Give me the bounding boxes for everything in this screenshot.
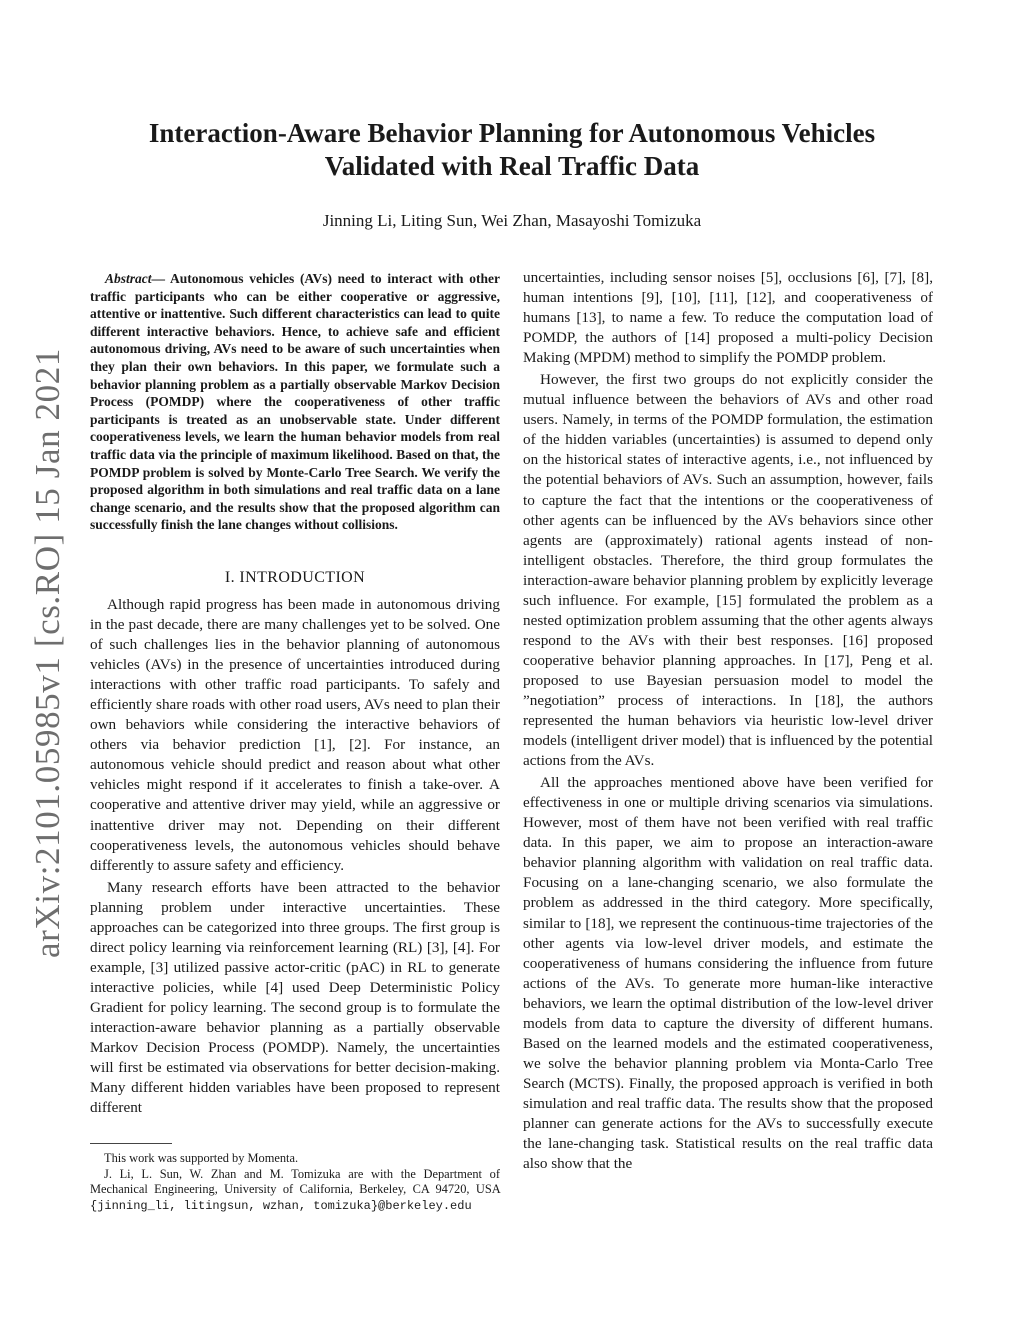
arxiv-identifier: arXiv:2101.05985v1 [cs.RO] 15 Jan 2021 [28, 348, 67, 958]
footnote-affiliation [90, 1167, 500, 1215]
title-line-2: Validated with Real Traffic Data [324, 151, 700, 181]
title-line-1: Interaction-Aware Behavior Planning for Autonomous Vehicles [148, 118, 876, 148]
right-paragraph-3: All the approaches mentioned above have been verified for effectiveness in one or multiple driving scenarios via simulations. However, most of them have not been verified with real traffic data. In this paper, we aim to propose an interaction-aware behavior planning algorithm with validation on real traffic data. Focusing on a lane-changing scenario, we also formulate the problem as addressed in the third category. More specifically, similar to [18], we represent the continuous-time trajectories of the other agents via low-level driver models, and estimate the cooperativeness of humans considering the influence from future actions of the AVs. To generate more human-like interactive behaviors, we learn the optimal distribution of the low-level driver models from data to capture the diversity of different humans. Based on the learned models and the estimated cooperativeness, we solve the behavior planning problem via Monta-Carlo Tree Search (MCTS). Finally, the proposed approach is verified in both simulation and real traffic data. The results show that the proposed planner can generate actions for the AVs to successfully execute the lane-changing task. Statistical results on the real traffic data also show that the [523, 774, 933, 1173]
right-paragraph-2: However, the first two groups do not explicitly consider the mutual influence between the behaviors of AVs and other road users. Namely, in terms of the POMDP formulation, the estimation of the hidden variables (uncertainties) is assumed to depend only on the historical states of interactive agents, i.e., not influenced by the potential behaviors of AVs. Such an assumption, however, fails to capture the fact that the intentions or the cooperativeness of other agents can be influenced by the AVs behaviors since other agents are (approximately) rational agents instead of non-intelligent obstacles. Therefore, the third group formulates the interaction-aware behavior planning problem by explicitly leverage such influence. For example, [15] formulated the problem as a nested optimization problem assuming that the other agents always respond to the AVs with their best responses. [16] proposed cooperative behavior planning approaches. In [17], Peng et al. proposed to use Bayesian persuasion model to model the ”negotiation” process of interactions. In [18], the authors represented the human behaviors via heuristic low-level driver models (intelligent driver model) that is influenced by the potential actions from the AVs. [523, 371, 933, 770]
paper-title [90, 117, 934, 183]
footnotes [90, 1151, 500, 1214]
author-list: Jinning Li, Liting Sun, Wei Zhan, Masayoshi Tomizuka [322, 211, 702, 230]
abstract: Abstract— Autonomous vehicles (AVs) need to interact with other traffic participants who can be either cooperative or aggressive, attentive or inattentive. Such different characteristics can lead to quite different interactive behaviors. Hence, to achieve safe and efficient autonomous driving, AVs need to be aware of such uncertainties when they plan their own behaviors. In this paper, we formulate such a behavior planning problem as a partially observable Markov Decision Process (POMDP) where the cooperativeness of other traffic participants is treated as an unobservable state. Under different cooperativeness levels, we learn the human behavior models from real traffic data via the principle of maximum likelihood. Based on that, the POMDP problem is solved by Monte-Carlo Tree Search. We verify the proposed algorithm in both simulations and real traffic data on a lane change scenario, and the results show that the proposed algorithm can successfully finish the lane changes without collisions. [90, 271, 500, 533]
section-heading-introduction: I. INTRODUCTION [224, 569, 366, 586]
abstract-text: Autonomous vehicles (AVs) need to interact with other traffic participants who can be either cooperative or aggressive, attentive or inattentive. Such different characteristics can lead to quite different interactive behaviors. Hence, to achieve safe and efficient autonomous driving, AVs need to be aware of such uncertainties when they plan their own behaviors. In this paper, we formulate such a behavior planning problem as a partially observable Markov Decision Process (POMDP) where the cooperativeness of other traffic participants is treated as an unobservable state. Under different cooperativeness levels, we learn the human behavior models from real traffic data via the principle of maximum likelihood. Based on that, the POMDP problem is solved by Monte-Carlo Tree Search. We verify the proposed algorithm in both simulations and real traffic data on a lane change scenario, and the results show that the proposed algorithm can successfully finish the lane changes without collisions. [90, 271, 500, 533]
footnote-emails: {jinning_li, litingsun, wzhan, tomizuka}@berkeley.edu [90, 1198, 472, 1213]
left-column-body [90, 595, 500, 1120]
intro-paragraph-2: Many research efforts have been attracted to the behavior planning problem under interactive uncertainties. These approaches can be categorized into three groups. The first group is direct policy learning via reinforcement learning (RL) [3], [4]. For example, [3] utilized passive actor-critic (pAC) in RL to generate interactive policies, while [4] used Deep Deterministic Policy Gradient for policy learning. The second group is to formulate the interaction-aware behavior planning as a partially observable Markov Decision Process (POMDP). Namely, the uncertainties will first be estimated via observations for better decision-making. Many different hidden variables have been proposed to represent different [90, 878, 500, 1117]
right-paragraph-1: uncertainties, including sensor noises [5], occlusions [6], [7], [8], human intentions [9], [10], [11], [12], and cooperativeness of humans [13], to name a few. To reduce the computation load of POMDP, the authors of [14] proposed a multi-policy Decision Making (MPDM) method to simplify the POMDP problem. [523, 269, 933, 367]
right-column-body [523, 268, 933, 1176]
abstract-label: Abstract [105, 271, 152, 286]
footnote-funding: This work was supported by Momenta. [104, 1151, 299, 1165]
footnote-affiliation-text: J. Li, L. Sun, W. Zhan and M. Tomizuka are with the Department of Mechanical Engineering, University of California, Berkeley, CA 94720, USA [90, 1166, 500, 1197]
footnote-divider [90, 1143, 172, 1144]
intro-paragraph-1: Although rapid progress has been made in autonomous driving in the past decade, there are many challenges yet to be solved. One of such challenges lies in the behavior planning of autonomous vehicles (AVs) in the presence of uncertainties introduced during interactions with other traffic road participants. To safely and efficiently share roads with other road users, AVs need to plan their own behaviors while considering the interactive behaviors of others via behavior prediction [1], [2]. For instance, an autonomous vehicle should predict and reason about what other vehicles might respond if it accelerates to finish a take-over. A cooperative and attentive driver may yield, while an aggressive or inattentive driver may not. Depending on their different cooperativeness levels, the autonomous vehicles should behave differently to assure safety and efficiency. [90, 596, 500, 874]
